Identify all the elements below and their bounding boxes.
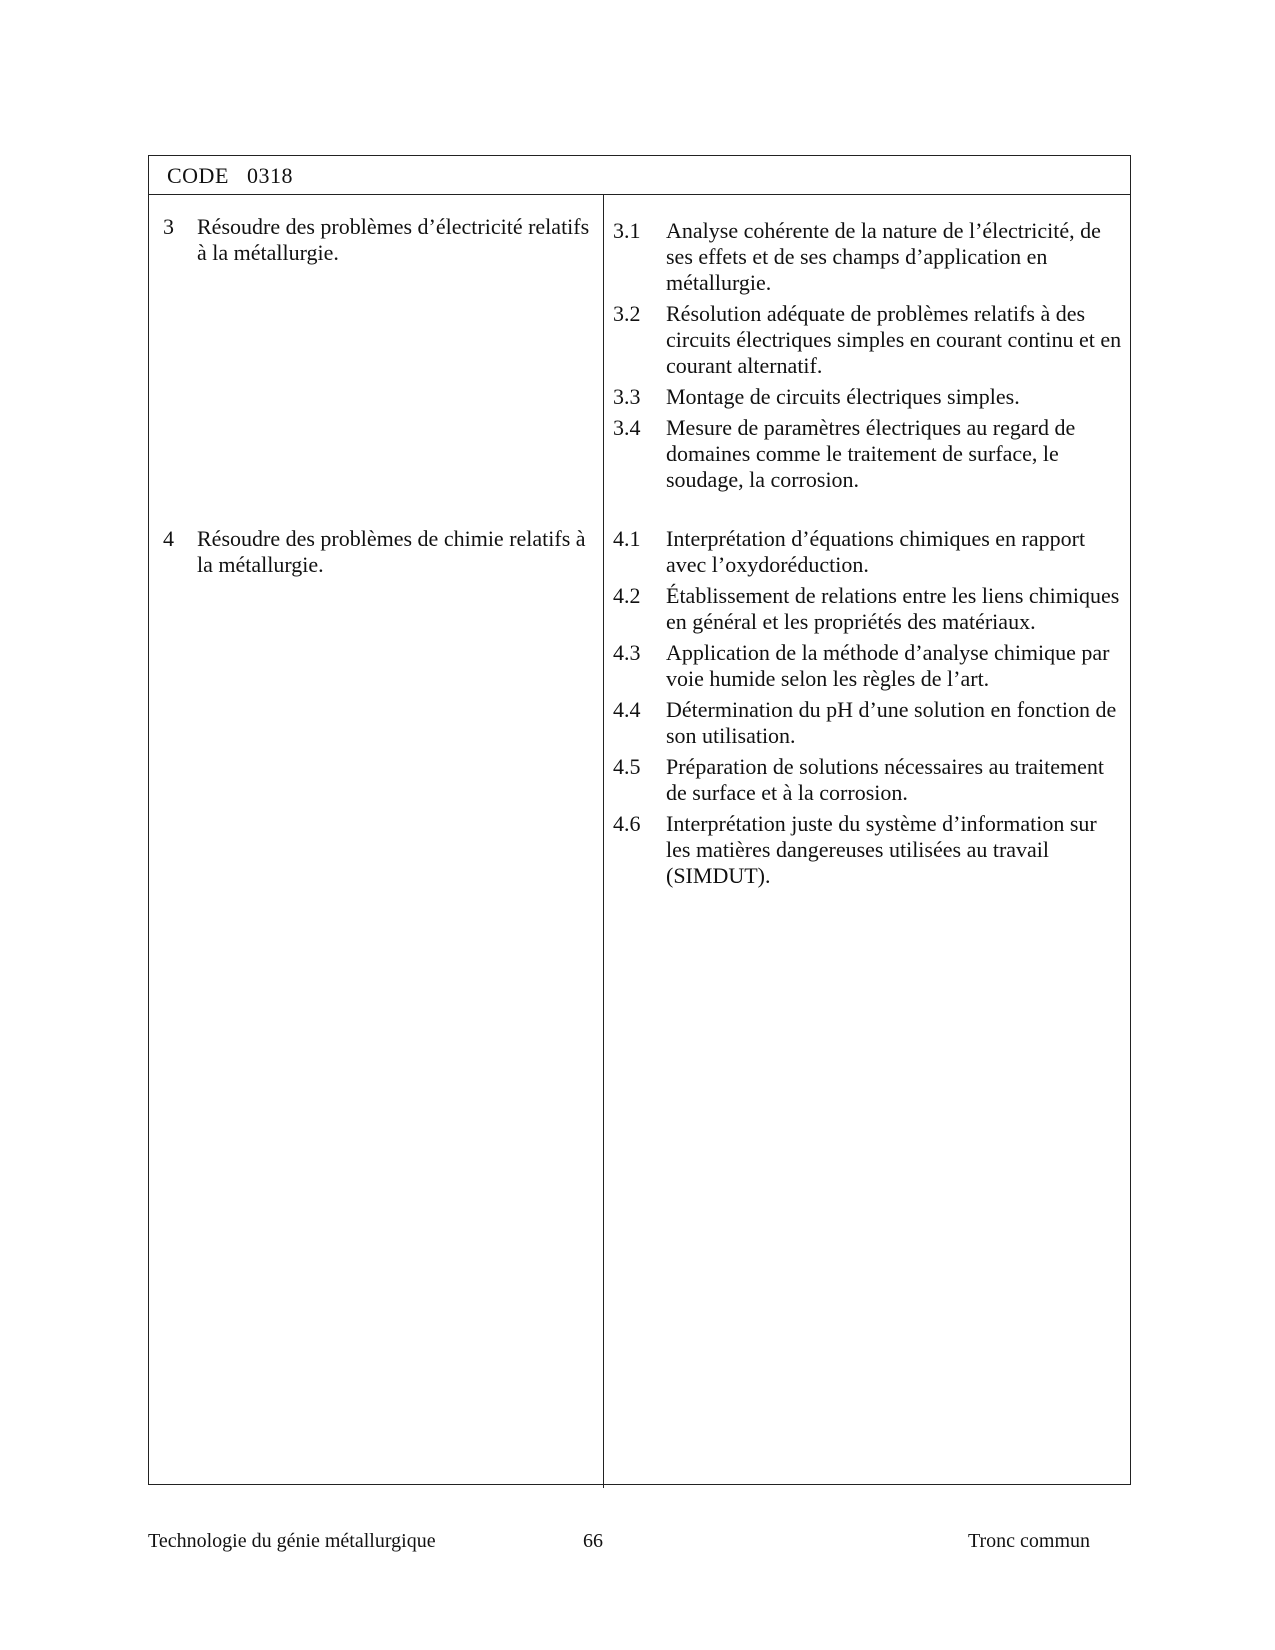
column-divider	[603, 195, 604, 1488]
criterion-4-6	[613, 811, 1123, 889]
criterion-4-1	[613, 526, 1123, 578]
criterion-4-5	[613, 754, 1123, 806]
competency-table	[148, 155, 1131, 1485]
element-number: 3	[163, 214, 174, 239]
criterion-3-4	[613, 415, 1123, 493]
criterion-text: Interprétation juste du système d’information sur les matières dangereuses utilisées au travail (SIMDUT).	[666, 811, 1097, 888]
criterion-4-4	[613, 697, 1123, 749]
criterion-text: Mesure de paramètres électriques au regard de domaines comme le traitement de surface, le soudage, la corrosion.	[666, 415, 1076, 492]
footer-program-title: Technologie du génie métallurgique	[148, 1530, 436, 1552]
element-title: Résoudre des problèmes d’électricité relatifs à la métallurgie.	[197, 214, 590, 265]
criterion-text: Détermination du pH d’une solution en fonction de son utilisation.	[666, 697, 1117, 748]
code-label: CODE	[167, 163, 229, 188]
code-header	[149, 156, 1130, 195]
criterion-number: 3.2	[613, 301, 641, 326]
criterion-number: 4.2	[613, 583, 641, 608]
element-title: Résoudre des problèmes de chimie relatifs à la métallurgie.	[197, 526, 586, 577]
criterion-4-2	[613, 583, 1123, 635]
criterion-number: 3.4	[613, 415, 641, 440]
criterion-3-1	[613, 218, 1123, 296]
criterion-4-3	[613, 640, 1123, 692]
code-value: 0318	[247, 163, 293, 188]
criteria-list-4	[613, 526, 1123, 894]
criterion-text: Résolution adéquate de problèmes relatifs à des circuits électriques simples en courant continu et en courant alternatif.	[666, 301, 1122, 378]
criterion-number: 4.3	[613, 640, 641, 665]
criterion-text: Préparation de solutions nécessaires au traitement de surface et à la corrosion.	[666, 754, 1105, 805]
criterion-3-2	[613, 301, 1123, 379]
criterion-number: 4.6	[613, 811, 641, 836]
criterion-3-3	[613, 384, 1123, 410]
criterion-text: Montage de circuits électriques simples.	[666, 384, 1020, 409]
criterion-number: 3.3	[613, 384, 641, 409]
criterion-number: 4.4	[613, 697, 641, 722]
criterion-number: 4.5	[613, 754, 641, 779]
criterion-number: 4.1	[613, 526, 641, 551]
criterion-text: Application de la méthode d’analyse chimique par voie humide selon les règles de l’art.	[666, 640, 1110, 691]
footer-page-number: 66	[583, 1530, 603, 1552]
criterion-text: Établissement de relations entre les liens chimiques en général et les propriétés des matériaux.	[666, 583, 1120, 634]
element-number: 4	[163, 526, 174, 551]
criterion-text: Analyse cohérente de la nature de l’électricité, de ses effets et de ses champs d’application en métallurgie.	[666, 218, 1101, 295]
criteria-list-3	[613, 218, 1123, 498]
criterion-text: Interprétation d’équations chimiques en rapport avec l’oxydoréduction.	[666, 526, 1086, 577]
criterion-number: 3.1	[613, 218, 641, 243]
footer-section-name: Tronc commun	[968, 1530, 1091, 1552]
